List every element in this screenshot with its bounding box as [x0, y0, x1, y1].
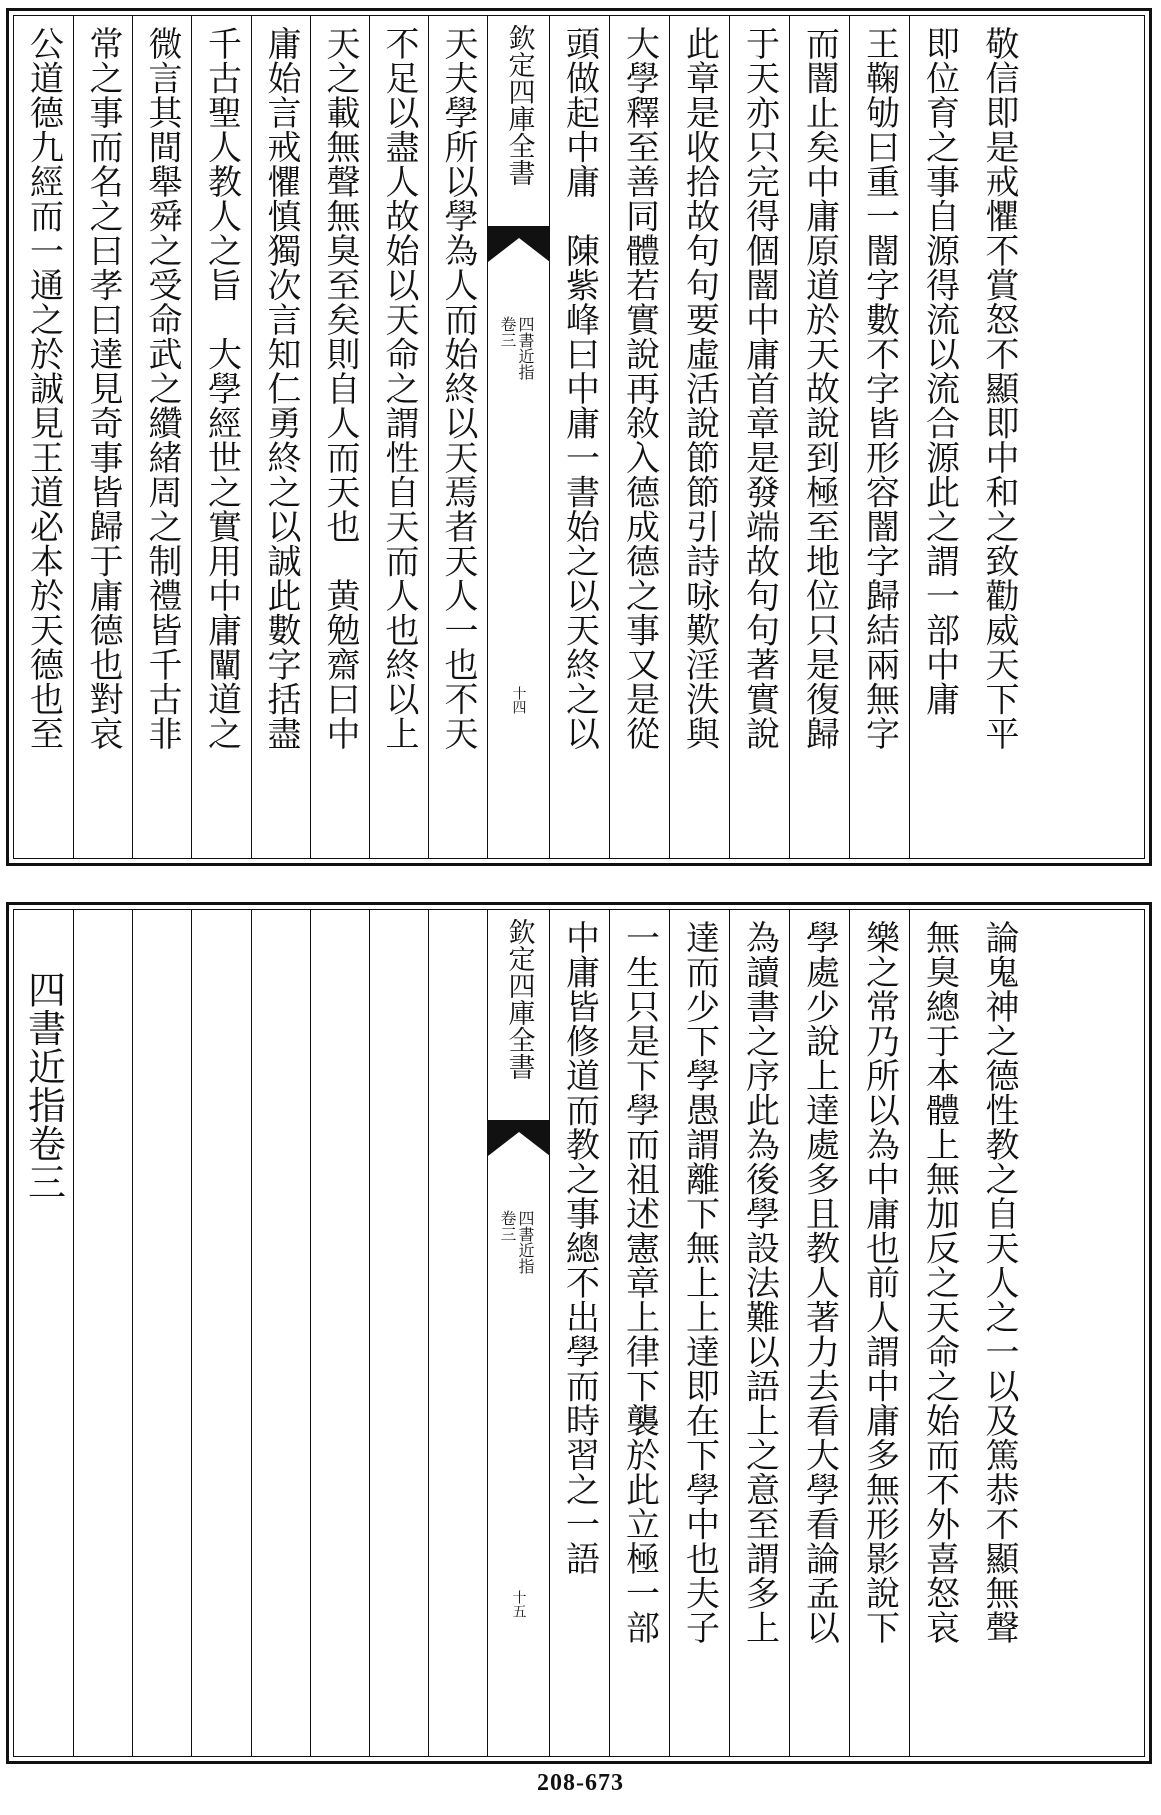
- top-page-frame: [13, 15, 1145, 859]
- text-column: [428, 16, 487, 858]
- text-column-content: 天夫學所以學為人而始終以天焉者天人一也不天: [438, 26, 478, 751]
- text-column: [669, 910, 729, 1756]
- text-column: [909, 910, 969, 1756]
- text-column: [849, 16, 909, 858]
- bottom-page-frame: [13, 909, 1145, 1757]
- text-column: [549, 16, 609, 858]
- text-column: [789, 910, 849, 1756]
- fishtail-mark-icon: [488, 1120, 549, 1156]
- text-column-content: 中庸皆修道而教之事總不出學而時習之一語: [559, 920, 600, 1576]
- text-column: [669, 16, 729, 858]
- blank-column: [369, 910, 428, 1756]
- book-title: 四書近指: [516, 316, 535, 380]
- bottom-page: [6, 902, 1152, 1764]
- text-column-content: 無臭總于本體上無加反之天命之始而不外喜怒哀: [919, 920, 960, 1645]
- text-column: [549, 910, 609, 1756]
- text-column-content: 論鬼神之德性教之自天人之一以及篤恭不顯無聲: [979, 920, 1019, 1645]
- text-column: [310, 16, 369, 858]
- text-column-content: 天之載無聲無臭至矣則自人而天也 黄勉齋曰中: [320, 26, 360, 751]
- volume-end-title: 四書近指卷三: [21, 970, 66, 1201]
- text-column-content: 不足以盡人故始以天命之謂性自天而人也終以上: [379, 26, 419, 751]
- page-number: 十五: [510, 1590, 527, 1618]
- text-column: [369, 16, 428, 858]
- text-column-content: 微言其間舉舜之受命武之纘緒周之制禮皆千古非: [142, 26, 182, 751]
- text-column-content: 此章是收拾故句句要虛活說節節引詩咏歎淫泆與: [679, 26, 720, 751]
- blank-column: [428, 910, 487, 1756]
- text-column-content: 一生只是下學而祖述憲章上律下襲於此立極一部: [619, 920, 660, 1645]
- text-column: [969, 910, 1029, 1756]
- text-column-content: 庸始言戒懼慎獨次言知仁勇終之以誠此數字括盡: [261, 26, 301, 751]
- text-column: [969, 16, 1029, 858]
- text-column: [251, 16, 310, 858]
- text-column-content: 公道德九經而一通之於誠見王道必本於天德也至: [23, 26, 64, 751]
- text-column-content: 千古聖人教人之旨 大學經世之實用中庸闡道之: [201, 26, 242, 751]
- collection-header: 欽定四庫全書: [503, 918, 535, 1080]
- center-margin-column: [487, 16, 549, 858]
- text-column: [609, 16, 669, 858]
- text-column-content: 頭做起中庸 陳紫峰曰中庸一書始之以天終之以: [559, 26, 600, 751]
- text-column-content: 于天亦只完得個闇中庸首章是發端故句句著實說: [739, 26, 780, 751]
- page-code: 208-673: [537, 1770, 624, 1796]
- text-column: [191, 16, 251, 858]
- blank-column: [191, 910, 251, 1756]
- text-column-content: 即位育之事自源得流以流合源此之謂一部中庸: [919, 26, 960, 716]
- text-column-content: 大學釋至善同體若實說再敘入德成德之事又是從: [619, 26, 660, 751]
- text-column: [789, 16, 849, 858]
- blank-column: [132, 910, 191, 1756]
- text-column-content: 樂之常乃所以為中庸也前人謂中庸多無形影說下: [859, 920, 900, 1645]
- volume-label: 卷三: [498, 316, 517, 348]
- text-column: [909, 16, 969, 858]
- collection-header: 欽定四庫全書: [503, 24, 535, 186]
- text-column-content: 學處少說上達處多且教人著力去看大學看論孟以: [799, 920, 840, 1645]
- text-column: [132, 16, 191, 858]
- blank-column: [73, 910, 132, 1756]
- fishtail-mark-icon: [488, 226, 549, 262]
- volume-label: 卷三: [498, 1210, 517, 1242]
- text-column: [73, 16, 132, 858]
- text-column-content: 為讀書之序此為後學設法難以語上之意至謂多上: [739, 920, 780, 1645]
- book-title: 四書近指: [516, 1210, 535, 1274]
- text-column: [729, 910, 789, 1756]
- text-column-content: 達而少下學愚謂離下無上上達即在下學中也夫子: [679, 920, 720, 1645]
- page-number: 十四: [510, 686, 527, 714]
- text-column: [849, 910, 909, 1756]
- text-column-content: 常之事而名之曰孝曰達見奇事皆歸于庸德也對哀: [83, 26, 123, 751]
- blank-column: [251, 910, 310, 1756]
- text-column: [14, 16, 73, 858]
- text-column: [609, 910, 669, 1756]
- blank-column: [310, 910, 369, 1756]
- title-column: [14, 910, 73, 1756]
- top-page: [6, 8, 1152, 866]
- text-column-content: 王鞠劬曰重一闇字數不字皆形容闇字歸結兩無字: [859, 26, 900, 751]
- center-margin-column: [487, 910, 549, 1756]
- text-column-content: 而闇止矣中庸原道於天故說到極至地位只是復歸: [799, 26, 840, 751]
- text-column: [729, 16, 789, 858]
- text-column-content: 敬信即是戒懼不賞怒不顯即中和之致勸威天下平: [979, 26, 1019, 751]
